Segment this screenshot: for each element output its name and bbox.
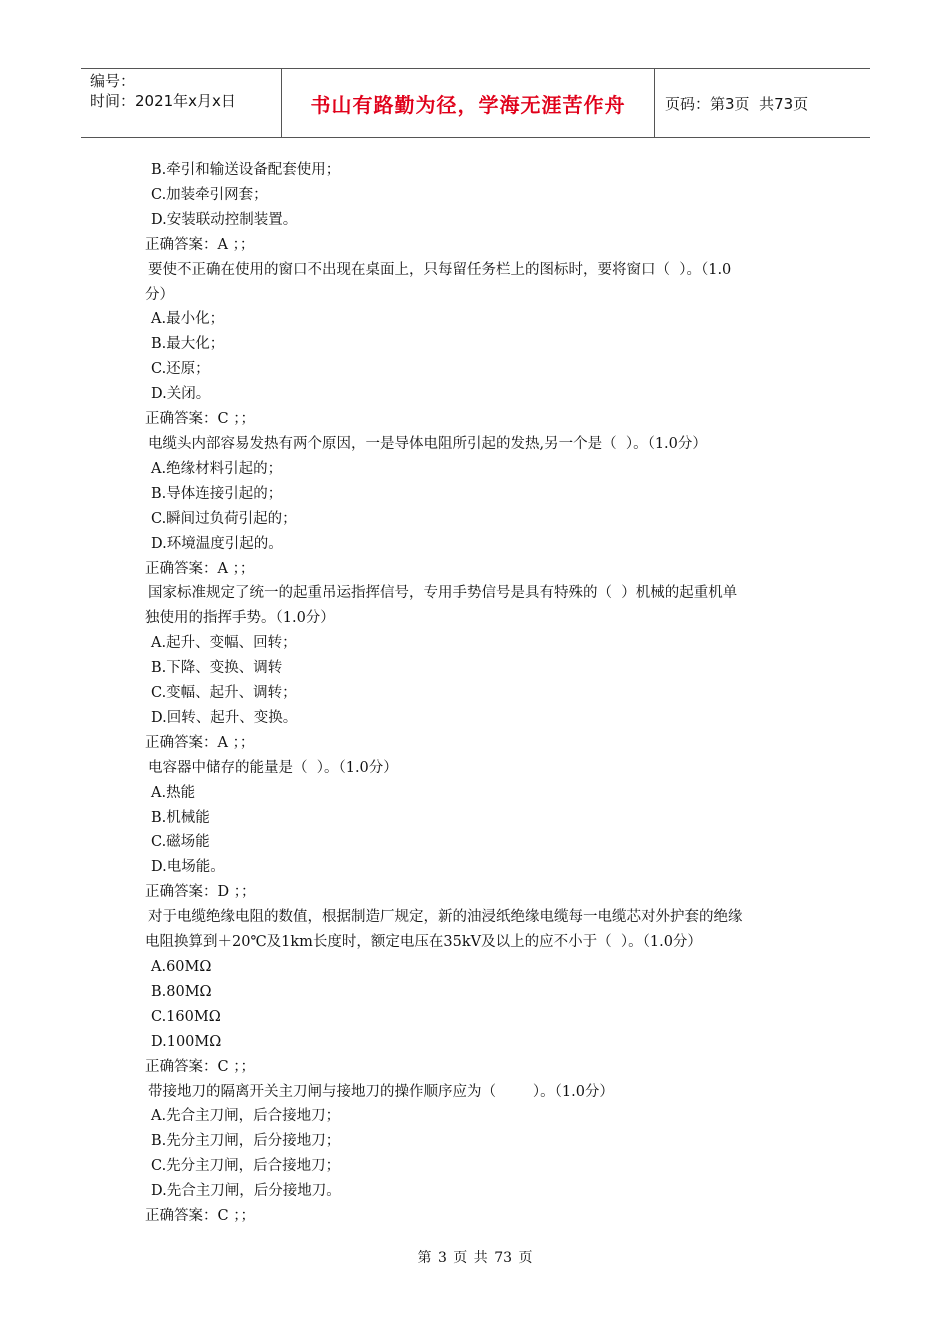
option-line: A.起升、变幅、回转；: [151, 635, 297, 652]
question-line: 对于电缆绝缘电阻的数值，根据制造厂规定，新的油浸纸绝缘电缆每一电缆芯对外护套的绝缘: [148, 909, 743, 926]
answer-line: 正确答案：C ；；: [145, 411, 255, 428]
option-line: B.机械能: [151, 809, 210, 826]
option-line: C.160MΩ: [151, 1008, 221, 1025]
header-info-cell: [81, 69, 282, 137]
answer-line: 正确答案：D ；；: [145, 884, 256, 901]
answer-line: 正确答案：C ；；: [145, 1208, 255, 1225]
option-line: C.加装牵引网套；: [151, 186, 268, 203]
document-number-label: 编号：: [90, 72, 136, 90]
option-line: C.磁场能: [151, 834, 210, 851]
question-line: 电容器中储存的能量是（ ）。（1.0分）: [148, 759, 398, 776]
option-line: C.瞬间过负荷引起的；: [151, 510, 297, 527]
option-line: A.先合主刀闸，后合接地刀；: [151, 1108, 341, 1125]
option-line: B.80MΩ: [151, 983, 212, 1000]
option-line: B.先分主刀闸，后分接地刀；: [151, 1133, 341, 1150]
option-line: D.先合主刀闸，后分接地刀。: [151, 1183, 341, 1200]
option-line: A.绝缘材料引起的；: [151, 460, 283, 477]
answer-line: 正确答案：C ；；: [145, 1058, 255, 1075]
question-line: 带接地刀的隔离开关主刀闸与接地刀的操作顺序应为（ ）。（1.0分）: [148, 1083, 614, 1100]
question-line: 独使用的指挥手势。（1.0分）: [145, 610, 335, 627]
option-line: B.下降、变换、调转: [151, 660, 283, 677]
option-line: D.关闭。: [151, 386, 211, 403]
option-line: A.60MΩ: [151, 959, 212, 975]
question-line: 国家标准规定了统一的起重吊运指挥信号，专用手势信号是具有特殊的（ ）机械的起重机单: [148, 585, 738, 602]
option-line: B.最大化；: [151, 336, 225, 353]
option-line: C.先分主刀闸，后合接地刀；: [151, 1158, 341, 1175]
question-line: 分）: [145, 286, 174, 303]
option-line: B.牵引和输送设备配套使用；: [151, 162, 341, 178]
question-line: 要使不正确在使用的窗口不出现在桌面上，只每留任务栏上的图标时，要将窗口（ ）。（1.0: [148, 261, 732, 278]
option-line: D.100MΩ: [151, 1033, 222, 1050]
option-line: D.回转、起升、变换。: [151, 709, 298, 726]
option-line: C.变幅、起升、调转；: [151, 685, 297, 702]
answer-line: 正确答案：A ；；: [145, 560, 255, 577]
option-line: D.安装联动控制装置。: [151, 211, 298, 228]
option-line: A.热能: [151, 784, 196, 801]
page-header: [81, 68, 870, 138]
option-line: C.还原；: [151, 361, 210, 378]
answer-line: 正确答案：A ；；: [145, 734, 255, 751]
option-line: D.环境温度引起的。: [151, 535, 283, 552]
document-time-label: 时间：2021年x月x日: [90, 92, 236, 110]
page-footer: 第 3 页 共 73 页: [417, 1250, 533, 1266]
header-motto-cell: [282, 69, 655, 137]
header-page-number: 页码：第3页 共73页: [665, 94, 809, 113]
option-line: B.导体连接引起的；: [151, 485, 283, 502]
header-page-cell: [655, 69, 870, 137]
question-line: 电阻换算到＋20℃及1km长度时，额定电压在35kV及以上的应不小于（ ）。（1.0分）: [145, 934, 702, 951]
question-content: [145, 158, 815, 1229]
question-line: 电缆头内部容易发热有两个原因，一是导体电阻所引起的发热,另一个是（ ）。（1.0分）: [148, 435, 707, 452]
answer-line: 正确答案：A ；；: [145, 236, 255, 253]
option-line: D.电场能。: [151, 859, 225, 876]
header-motto: 书山有路勤为径，学海无涯苦作舟: [310, 92, 626, 117]
option-line: A.最小化；: [151, 311, 225, 328]
